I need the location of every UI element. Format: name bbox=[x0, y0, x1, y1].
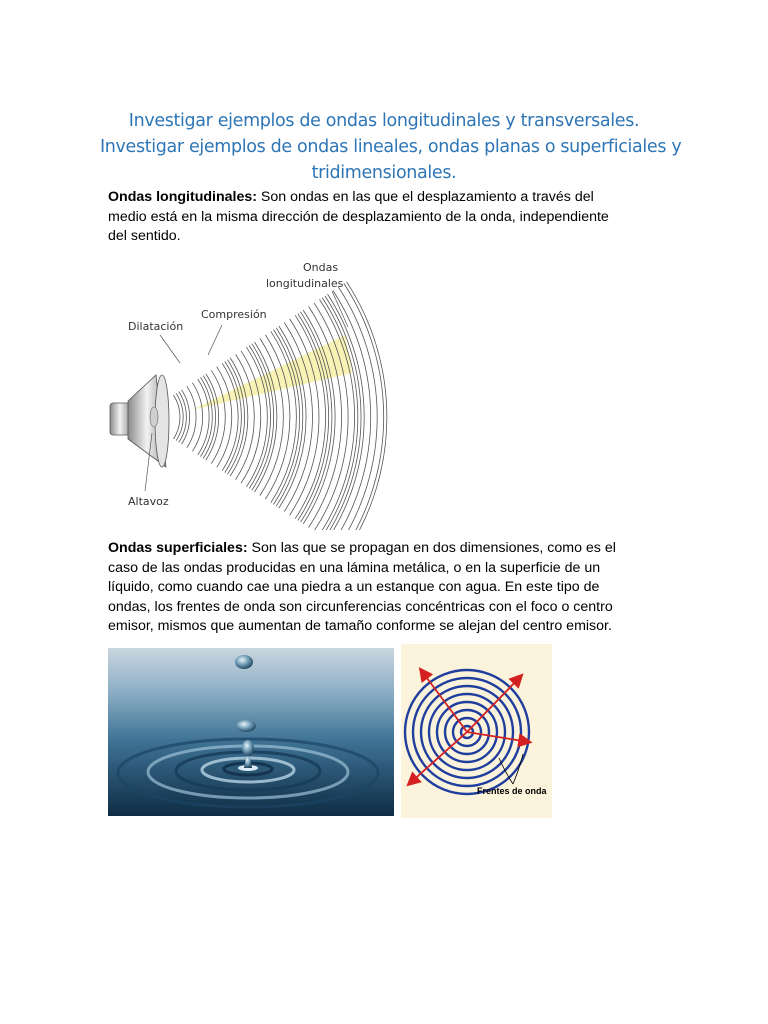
wave-front-arc bbox=[187, 386, 196, 447]
label-frentes-de-onda: Frentes de onda bbox=[477, 786, 547, 796]
para-line: caso de las ondas producidas en una lámina metálica, o en la superficie de un bbox=[108, 559, 601, 576]
wave-front-arc bbox=[222, 363, 238, 471]
wave-front-arc bbox=[347, 282, 387, 530]
para-line bbox=[108, 539, 668, 559]
label-altavoz: Altavoz bbox=[128, 495, 169, 508]
wave-front-arc bbox=[174, 395, 181, 439]
wave-front-arc bbox=[241, 351, 261, 483]
wave-front-arc bbox=[192, 383, 202, 452]
para-line: medio está en la misma dirección de desplazamiento de la onda, independiente bbox=[108, 208, 609, 225]
para-text: Son las que se propagan en dos dimensiones, como es el bbox=[247, 540, 616, 556]
para-line bbox=[108, 188, 668, 208]
para-line: del sentido. bbox=[108, 228, 181, 245]
label-dilatacion: Dilatación bbox=[128, 320, 184, 333]
wave-front-arc bbox=[301, 312, 332, 522]
label-ondas: Ondas bbox=[303, 261, 339, 274]
wave-front-arc bbox=[290, 319, 319, 515]
para-line: líquido, como cuando cae una piedra a un estanque con agua. En este tipo de bbox=[108, 579, 600, 596]
wave-fronts-diagram bbox=[401, 644, 552, 818]
label-compresion: Compresión bbox=[201, 308, 267, 321]
water-drop-photo bbox=[108, 648, 394, 816]
para-line: emisor, mismos que aumentan de tamaño conforme se alejan del centro emisor. bbox=[108, 618, 612, 635]
wave-front-arc bbox=[274, 330, 300, 505]
wave-front-arc bbox=[265, 335, 289, 499]
label-longitudinales: longitudinales bbox=[266, 277, 344, 290]
title-line-3: tridimensionales. bbox=[311, 163, 457, 183]
paragraph-superficial bbox=[108, 539, 668, 637]
wave-front-arc bbox=[225, 361, 242, 472]
title-line-1: Investigar ejemplos de ondas longitudinales y transversales. bbox=[128, 111, 640, 131]
wave-front-arc bbox=[320, 299, 355, 530]
page-title bbox=[100, 108, 682, 186]
para-text: Son ondas en las que el desplazamiento a través del bbox=[256, 189, 594, 205]
longitudinal-waves-figure bbox=[100, 255, 390, 530]
para-line: ondas, los frentes de onda son circunferencias concéntricas con el foco o centro bbox=[108, 598, 613, 615]
wave-front-arc bbox=[325, 296, 361, 530]
paragraph-longitudinal bbox=[108, 188, 668, 247]
speaker-icon bbox=[110, 375, 169, 467]
heading-superficial: Ondas superficiales: bbox=[108, 540, 248, 556]
heading-longitudinal: Ondas longitudinales: bbox=[108, 189, 257, 205]
title-line-2: Investigar ejemplos de ondas lineales, ondas planas o superficiales y bbox=[100, 137, 682, 157]
